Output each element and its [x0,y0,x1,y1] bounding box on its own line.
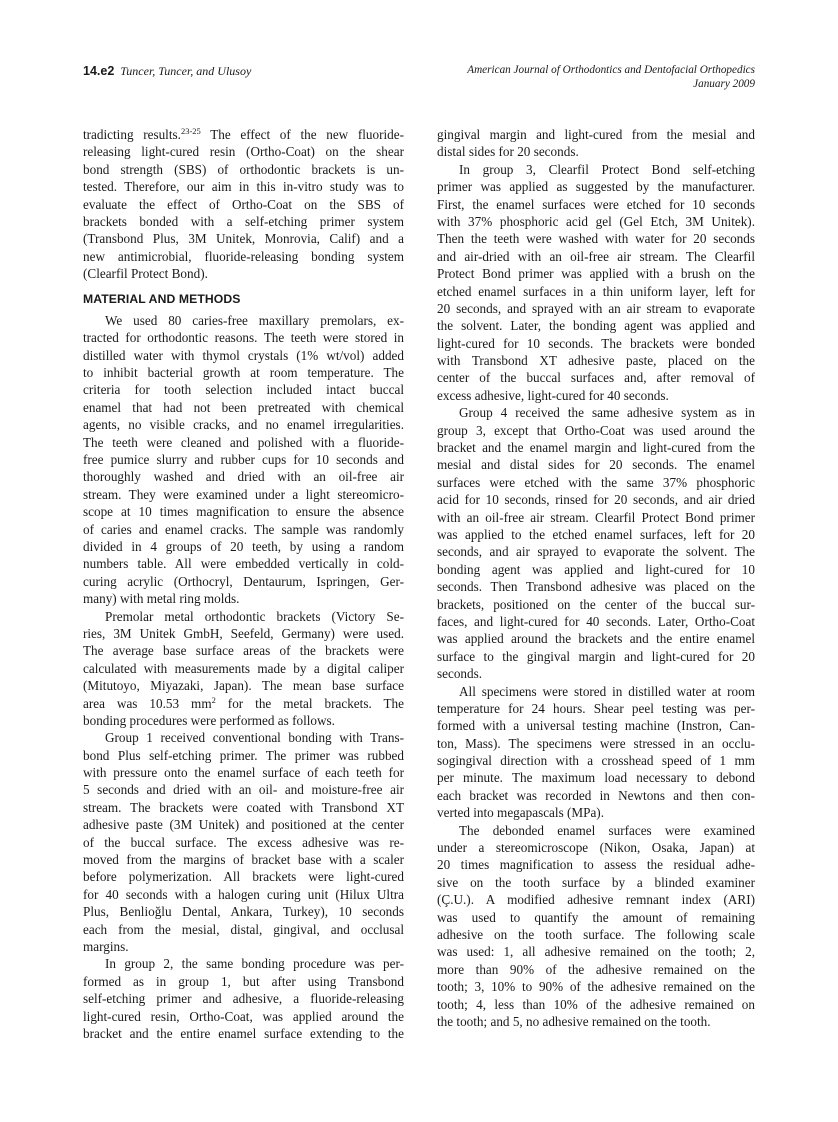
text-line: etched enamel surfaces in a thin uniform layer, left for [437,283,755,299]
issue-date: January 2009 [693,78,755,90]
text-line: enamel that had not been pretreated with chemical [83,399,404,415]
text-line: (Transbond Plus, 3M Unitek, Monrovia, Calif) and a [83,231,404,247]
text-line: tradicting results.$^{23-25}$ The effect of the new fluoride- [83,126,404,142]
text-line: seconds. Then Transbond adhesive was placed on the [437,579,755,595]
text-line: In group 3, Clearfil Protect Bond self-etching [459,161,755,177]
text-line: First, the enamel surfaces were etched for 10 seconds [437,196,755,212]
text-line: distilled water with thymol crystals (1% wt/vol) added [83,347,404,363]
text-line: We used 80 caries-free maxillary premolars, ex- [105,312,404,328]
text-line: ries, 3M Unitek GmbH, Seefeld, Germany) were used. [83,625,404,641]
text-line: area was 10.53 $mm^2$ for the metal brackets. The [83,694,404,711]
text-line: verted into megapascals (MPa). [437,805,604,821]
text-line: sive on the tooth surface by a blinded examiner [437,874,755,890]
text-line: with Transbond XT adhesive paste, placed on the [437,353,755,369]
left-column [83,126,404,1042]
text-line: under a stereomicroscope (Nikon, Osaka, Japan) at [437,840,755,856]
text-line: gingival margin and light-cured from the mesial and [437,127,755,142]
text-line: formed as in group 1, but after using Transbond [83,973,404,989]
text-line: tested. Therefore, our aim in this in-vitro study was to [83,179,404,195]
text-line: group 3, except that Ortho-Coat was used around the [437,422,755,438]
text-line: (Clearfil Protect Bond). [83,266,208,282]
intro-paragraph [83,126,404,283]
text-line: the solvent. Later, the bonding agent was applied and [437,318,755,334]
text-line: brackets, positioned on the center of the buccal sur- [437,596,755,612]
text-line: excess adhesive, light-cured for 40 seconds. [437,387,669,403]
text-line: adhesive on the tooth surface. The following scale [437,926,755,942]
text-line: acid for 10 seconds, rinsed for 20 seconds, and air dried [437,492,755,508]
page-number: 14.e2 [83,64,115,78]
running-head-right [467,63,755,91]
text-line: stream. They were examined under a light stereomicro- [83,486,404,502]
text-line: bracket and the entire enamel surface extending to the [83,1025,404,1041]
section-heading: MATERIAL AND METHODS [83,291,241,306]
text-line: ton, Mass). The specimens were stressed in an occlu- [437,735,755,751]
text-line: light-cured for 10 seconds. The brackets were bonded [437,335,755,351]
text-line: formed with a universal testing machine (Instron, Can- [437,718,755,734]
text-line: evaluate the effect of Ortho-Coat on the SBS of [83,196,404,212]
text-line: primer was applied as suggested by the manufacturer. [437,179,755,195]
text-line: distal sides for 20 seconds. [437,144,579,160]
text-line: bonding procedures were performed as follows. [83,712,335,728]
text-line: stream. The brackets were coated with Transbond XT [83,799,404,815]
text-line: numbers table. All were embedded vertically in cold- [83,556,404,572]
text-line: was used: 1, all adhesive remained on the tooth; 2, [437,944,755,960]
text-line: 5 seconds and dried with an oil- and moisture-free air [83,782,404,798]
text-line: was applied around the brackets and the entire enamel [437,631,755,647]
paragraph-group-2-continued [437,126,755,161]
text-line: center of the buccal surfaces and, after removal of [437,370,755,386]
text-line: faces, and light-cured for 40 seconds. Later, Ortho-Coat [437,613,755,629]
text-line: and air-dried with an oil-free air stream. The Clearfil [437,248,755,264]
text-line: In group 2, the same bonding procedure was per- [105,956,404,972]
text-line: releasing light-cured resin (Ortho-Coat) on the shear [83,144,404,160]
text-line: the tooth; and 5, no adhesive remained on the tooth. [437,1013,711,1029]
text-line: before polymerization. All brackets were light-cured [83,869,404,885]
text-line: Group 4 received the same adhesive system as in [459,405,755,421]
text-line: tooth; 4, less than 10% of the adhesive remained on [437,996,755,1012]
text-line: was used to quantify the amount of remaining [437,909,755,925]
author-names: Tuncer, Tuncer, and Ulusoy [120,64,252,78]
text-line: with pressure onto the enamel surface of each teeth for [83,765,404,781]
text-line: brackets bonded with a self-etching primer system [83,213,404,229]
paragraph-group-2 [83,955,404,1042]
text-line: to inhibit bacterial growth at room temperature. The [83,365,404,381]
text-line: for 40 seconds with a halogen curing unit (Hilux Ultra [83,886,404,902]
text-line: Group 1 received conventional bonding with Trans- [105,730,404,746]
text-line: thoroughly washed and dried with an oil-free air [83,469,404,485]
text-line: agents, no visible cracks, and no enamel irregularities. [83,417,404,433]
text-line: was applied to the etched enamel surfaces, left for 20 [437,526,755,542]
text-line: light-cured resin, Ortho-Coat, was applied around the [83,1008,404,1024]
text-line: calculated with measurements made by a digital caliper [83,660,404,676]
text-line: tooth; 3, 10% to 90% of the adhesive remained on the [437,979,755,995]
citation-superscript: 23-25 [180,126,201,136]
text-line: of caries and enamel cracks. The sample was randomly [83,521,404,537]
text-line: moved from the margins of bracket base with a scaler [83,852,404,868]
paragraph-testing [437,683,755,822]
text-line: seconds, and air sprayed to evaporate the solvent. The [437,544,755,560]
text-line: surfaces were etched with the same 37% phosphoric [437,474,755,490]
text-line: (Ç.U.). A modified adhesive remnant index (ARI) [437,892,755,908]
paragraph-ari [437,822,755,1031]
text-line: many) with metal ring molds. [83,591,240,607]
text-line: bonding agent was applied and light-cured for 10 [437,561,755,577]
running-head-left [83,62,251,80]
right-column [437,126,755,1030]
text-line: self-etching primer and adhesive, a fluoride-releasing [83,991,404,1007]
text-line: each bracket was recorded in Newtons and then con- [437,787,755,803]
superscript: 2 [211,694,216,705]
text-line: Plus, Benlioğlu Dental, Ankara, Turkey), 10 seconds [83,904,404,920]
text-line: more than 90% of the adhesive remained on the [437,961,755,977]
text-line: bracket and the enamel margin and light-cured from the [437,440,755,456]
text-line: Premolar metal orthodontic brackets (Victory Se- [105,608,404,624]
text-line: The debonded enamel surfaces were examined [459,822,755,838]
text-line: with 37% phosphoric acid gel (Gel Etch, 3M Unitek). [437,213,755,229]
text-line: tracted for orthodontic reasons. The teeth were stored in [83,330,404,346]
running-head [83,62,755,102]
text-line: (Mitutoyo, Miyazaki, Japan). The mean base surface [83,678,404,694]
text-line: sogingival direction with a crosshead speed of 1 mm [437,753,755,769]
text-line: bond strength (SBS) of orthodontic brackets is un- [83,161,404,177]
text-line: divided in 4 groups of 20 teeth, by using a random [83,538,404,554]
paragraph-specimens [83,312,404,608]
text-line: The average base surface areas of the brackets were [83,643,404,659]
journal-title: American Journal of Orthodontics and Dentofacial Orthopedics [467,64,755,76]
paragraph-group-4 [437,404,755,682]
text-line: free pumice slurry and rubber cups for 10 seconds and [83,452,404,468]
text-line: new antimicrobial, fluoride-releasing bonding system [83,248,404,264]
text-line: Protect Bond primer was applied with a brush on the [437,266,755,282]
text-line: per minute. The maximum load necessary to debond [437,770,755,786]
text-line: adhesive paste (3M Unitek) and positioned at the center [83,817,404,833]
text-line: 20 times magnification to assess the residual adhe- [437,857,755,873]
text-line: Then the teeth were washed with water for 20 seconds [437,231,755,247]
text-line: criteria for tooth selection included intact buccal [83,382,404,398]
text-line: margins. [83,938,129,954]
text-line: of the buccal surface. The excess adhesive was re- [83,834,404,850]
text-line: All specimens were stored in distilled water at room [459,683,755,699]
text-line: temperature for 24 hours. Shear peel testing was per- [437,700,755,716]
text-line: bond Plus self-etching primer. The primer was rubbed [83,747,404,763]
text-line: The teeth were cleaned and polished with a fluoride- [83,434,404,450]
text-line: with an oil-free air stream. Clearfil Protect Bond primer [437,509,755,525]
text-line: surface to the gingival margin and light-cured for 20 [437,648,755,664]
text-line: 20 seconds, and sprayed with an air stream to evaporate [437,300,755,316]
paragraph-group-3 [437,161,755,404]
text-line: curing acrylic (Orthocryl, Dentaurum, Ispringen, Ger- [83,573,404,589]
text-line: scope at 10 times magnification to ensure the absence [83,504,404,520]
text-line: seconds. [437,666,483,682]
paragraph-brackets [83,608,404,730]
paragraph-group-1 [83,729,404,955]
text-line: mesial and distal sides for 20 seconds. The enamel [437,457,755,473]
text-line: each from the mesial, distal, gingival, and occlusal [83,921,404,937]
